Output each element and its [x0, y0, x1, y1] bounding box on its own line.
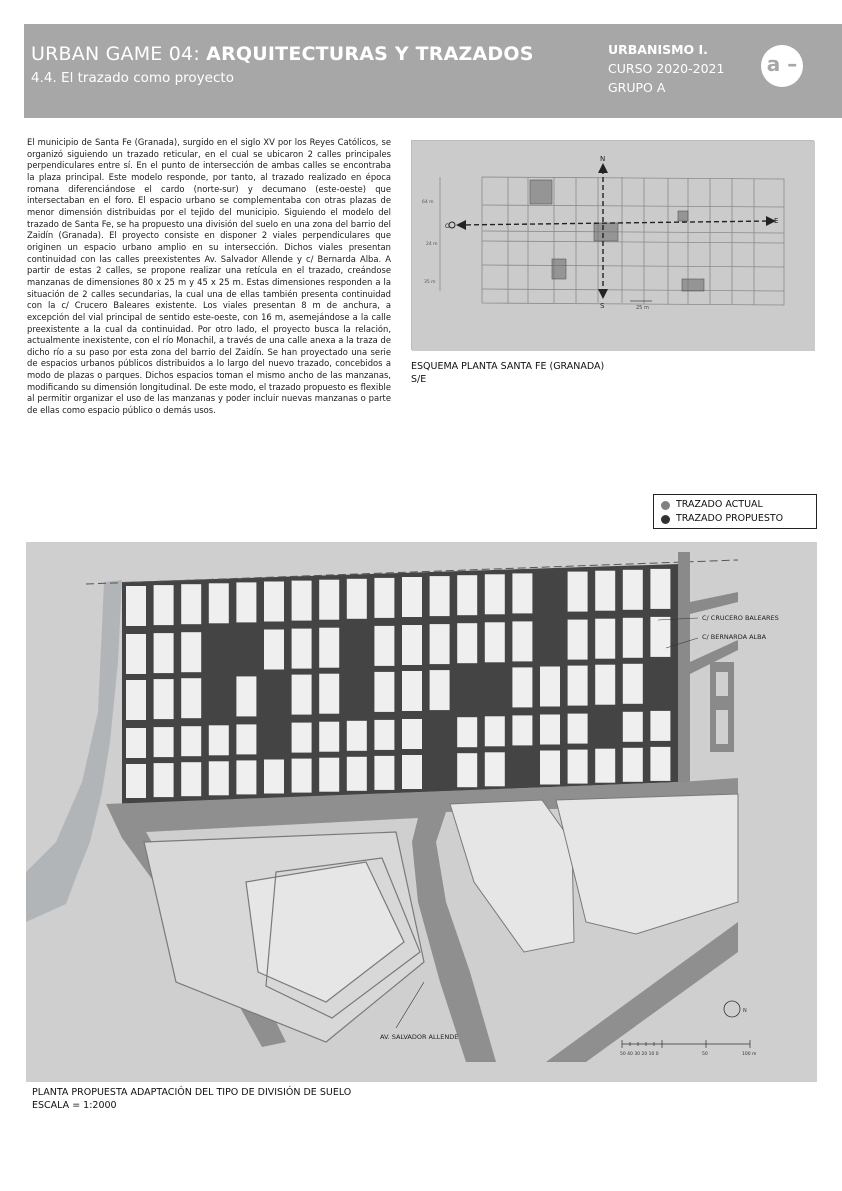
plan-block	[319, 758, 339, 792]
plan-block	[181, 762, 201, 796]
plan-scale-end: 100 m	[742, 1052, 757, 1057]
plan-block	[595, 571, 615, 611]
plan-caption-title: PLANTA PROPUESTA ADAPTACIÓN DEL TIPO DE DIVISIÓN DE SUELO	[32, 1087, 352, 1098]
plan-block	[623, 618, 643, 658]
plan-drawing	[26, 542, 817, 1082]
title-bold: ARQUITECTURAS Y TRAZADOS	[206, 43, 534, 65]
plan-block	[402, 625, 422, 665]
plan-block	[402, 719, 422, 749]
legend-dot-actual	[661, 501, 670, 510]
sketch-caption-title: ESQUEMA PLANTA SANTA FE (GRANADA)	[411, 361, 605, 372]
plan-block	[209, 583, 229, 623]
sketch-west-label: O	[445, 223, 450, 230]
logo	[761, 45, 803, 87]
plan-scale-mid: 50	[702, 1052, 708, 1057]
plan-block	[264, 582, 284, 622]
plan-block	[126, 634, 146, 674]
plan-block	[181, 584, 201, 624]
plan-block	[485, 752, 505, 786]
description-paragraph: El municipio de Santa Fe (Granada), surgido en el siglo XV por los Reyes Católicos, se organizó siguiendo un trazado reticular, en el cual se ubicaron 2 calles principales perpendiculares entre sí. En el punto de intersección de ambas calles se encontraba la plaza principal. Este modelo responde, por tanto, al trazado realizado en época romana diferenciándose el cardo (norte-sur) y decumano (este-oeste) que intersectaban en el foro. El espacio urbano se complementaba con otras plazas de menor dimensión distribuidas por el tejido del municipio. Siguiendo el modelo del trazado de Santa Fe, se ha propuesto una división del suelo en una zona del barrio del Zaidín (Granada). El proyecto consiste en disponer 2 viales perpendiculares que originen un espacio urbano amplio en su intersección. Dichos viales presentan continuidad con las calles preexistentes Av. Salvador Allende y c/ Bernarda Alba. A partir de estas 2 calles, se propone realizar una retícula en el trazado, creándose manzanas de dimensiones 80 x 25 m y 45 x 25 m. Estas dimensiones responden a la situación de 2 calles secundarias, la cual una de ellas también presenta continuidad con la c/ Crucero Baleares existente. Los viales presentan 8 m de anchura, a excepción del vial principal de sentido este-oeste, con 16 m, asemejándose a la calle preexistente a la cual da continuidad. Por otro lado, el proyecto busca la relación, actualmente inexistente, con el río Monachil, a través de una calle anexa a la traza de dicho río a su paso por esta zona del barrio del Zaidín. Se han proyectado una serie de espacios urbanos públicos distribuidos a lo largo del nuevo trazado, concebidos a modo de plazas o parques. Dichos espacios toman el mismo ancho de las manzanas, modificando su dimensión longitudinal. De este modo, el trazado propuesto es flexible al permitir organizar el uso de las manzanas y poder incluir nuevas manzanas o parte de ellas como espacio público o demás usos.	[27, 137, 391, 416]
plan-block	[374, 626, 394, 666]
plan-block	[154, 727, 174, 757]
sketch-south-label: S	[600, 302, 605, 310]
course-name: URBANISMO I.	[608, 42, 708, 57]
plan-scale-ticks: 50 40 30 20 10 0	[620, 1052, 659, 1057]
legend-item-actual	[676, 498, 816, 512]
plan-block	[595, 619, 615, 659]
legend-label-actual: TRAZADO ACTUAL	[676, 499, 763, 510]
plan-block	[292, 723, 312, 753]
sketch-dim-2: 24 m	[426, 242, 438, 247]
plan-block	[595, 665, 615, 705]
sketch-dim-3: 35 m	[424, 280, 436, 285]
legend-label-propuesto: TRAZADO PROPUESTO	[676, 513, 784, 524]
plan-block	[457, 717, 477, 747]
plan-block	[154, 633, 174, 673]
plan-block	[292, 759, 312, 793]
legend-item-propuesto	[676, 512, 816, 526]
plan-block	[181, 678, 201, 718]
plan-block	[126, 586, 146, 626]
plan-block	[402, 577, 422, 617]
plan-block	[402, 671, 422, 711]
plan-block	[319, 628, 339, 668]
plan-block	[154, 679, 174, 719]
plan-block	[540, 751, 560, 785]
plan-block	[568, 620, 588, 660]
plan-block	[126, 680, 146, 720]
plan-block	[347, 757, 367, 791]
label-salvador-allende: AV. SALVADOR ALLENDE	[380, 1033, 459, 1041]
plan-block	[126, 764, 146, 798]
plan-block	[319, 580, 339, 620]
plan-block	[347, 721, 367, 751]
plan-caption	[32, 1086, 351, 1112]
page-subtitle: 4.4. El trazado como proyecto	[31, 70, 234, 86]
sketch-caption	[411, 360, 604, 386]
plan-block	[236, 676, 256, 716]
plan-block	[374, 756, 394, 790]
plan-block	[126, 728, 146, 758]
plan-block	[650, 711, 670, 741]
plan-block	[374, 672, 394, 712]
plan-block	[236, 760, 256, 794]
plan-block	[568, 666, 588, 706]
plan-block	[209, 761, 229, 795]
plan-block	[402, 755, 422, 789]
plan-block	[457, 753, 477, 787]
plan-block	[623, 712, 643, 742]
plan-block	[485, 716, 505, 746]
course-year: CURSO 2020-2021	[608, 61, 725, 76]
logo-text: a –	[766, 52, 798, 76]
plan-block	[292, 629, 312, 669]
plan-block	[181, 726, 201, 756]
plan-block	[512, 621, 532, 661]
plan-block	[347, 579, 367, 619]
plan-block	[319, 674, 339, 714]
plan-block	[154, 585, 174, 625]
course-group: GRUPO A	[608, 80, 666, 95]
plan-block	[430, 624, 450, 664]
plan-block	[457, 575, 477, 615]
plan-block	[540, 715, 560, 745]
page-header	[24, 24, 842, 118]
plan-block	[512, 715, 532, 745]
plan-block	[512, 573, 532, 613]
legend-dot-propuesto	[661, 515, 670, 524]
label-bernarda-alba: C/ BERNARDA ALBA	[702, 633, 767, 641]
plan-block	[568, 714, 588, 744]
sketch-drawing	[412, 141, 815, 351]
sketch-dim-1: 64 m	[422, 200, 434, 205]
plan-block	[209, 725, 229, 755]
plan-block	[568, 572, 588, 612]
plan-block	[485, 622, 505, 662]
plan-block	[457, 623, 477, 663]
plan-block	[236, 724, 256, 754]
legend	[653, 494, 817, 529]
page-title	[31, 43, 534, 65]
plan-block	[264, 630, 284, 670]
plan-block	[292, 675, 312, 715]
plan-block	[623, 664, 643, 704]
plan-north-label: N	[743, 1008, 747, 1014]
sketch-north-label: N	[600, 155, 606, 163]
plan-block	[623, 570, 643, 610]
plan-block	[623, 748, 643, 782]
plan-block	[485, 574, 505, 614]
sketch-scale-label: 25 m	[636, 305, 649, 311]
plan-block	[292, 581, 312, 621]
plan-block	[154, 763, 174, 797]
plan-caption-scale: ESCALA = 1:2000	[32, 1100, 117, 1111]
sketch-east-label: E	[774, 217, 779, 225]
plan-block	[264, 760, 284, 794]
plan-block	[319, 722, 339, 752]
plan-block	[430, 670, 450, 710]
course-info	[608, 40, 724, 97]
plan-block	[430, 576, 450, 616]
plan-block	[181, 632, 201, 672]
label-crucero-baleares: C/ CRUCERO BALEARES	[702, 614, 779, 622]
plan-block	[650, 617, 670, 657]
plan-block	[568, 750, 588, 784]
proposal-plan	[26, 542, 817, 1082]
plan-block	[512, 667, 532, 707]
plan-block	[236, 582, 256, 622]
plan-block	[650, 569, 670, 609]
santa-fe-sketch	[411, 140, 814, 350]
plan-block	[374, 578, 394, 618]
plan-block	[595, 749, 615, 783]
plan-block	[650, 747, 670, 781]
plan-block	[374, 720, 394, 750]
sketch-caption-scale: S/E	[411, 374, 427, 385]
plan-block	[540, 667, 560, 707]
title-light: URBAN GAME 04:	[31, 43, 207, 65]
